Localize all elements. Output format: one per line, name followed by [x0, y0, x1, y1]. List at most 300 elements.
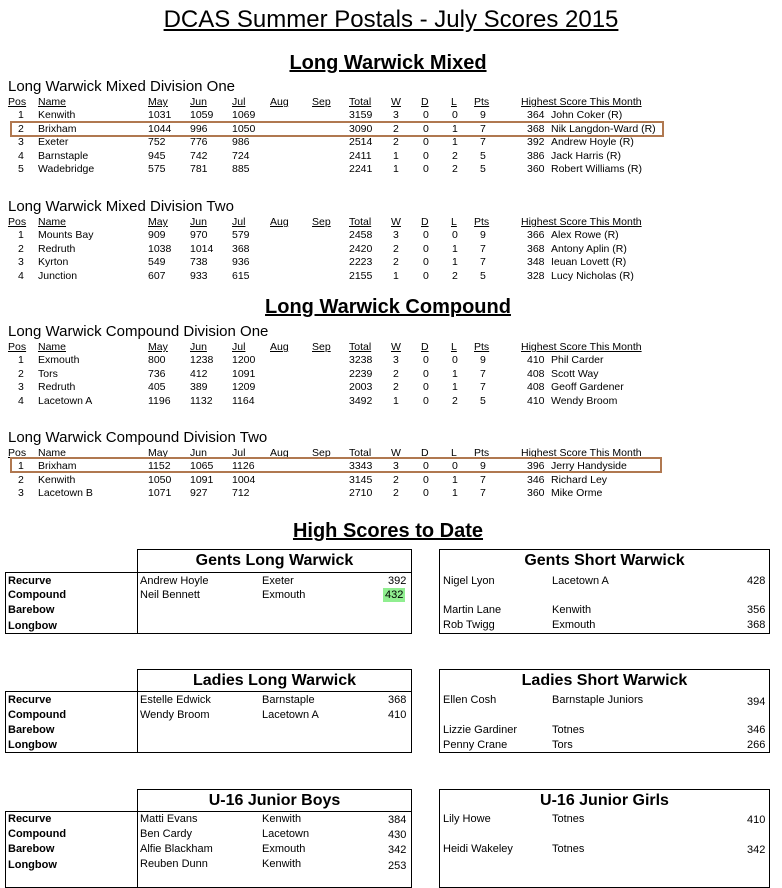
- table-cell: 5: [18, 163, 24, 175]
- gents-short-name: Rob Twigg: [443, 619, 495, 631]
- u16-boys-score: 384: [388, 814, 407, 826]
- table-cell: 0: [452, 354, 458, 366]
- column-header: Total: [349, 216, 372, 228]
- table-cell: 1: [452, 242, 458, 255]
- table-row: [0, 270, 782, 283]
- column-header: Aug: [270, 447, 289, 459]
- gents-short-title: Gents Short Warwick: [524, 552, 685, 569]
- table-cell: 996: [190, 122, 208, 135]
- table-cell: 1065: [190, 460, 214, 472]
- label-recurve: Recurve: [8, 575, 52, 587]
- table-cell: 1071: [148, 487, 172, 499]
- u16-boys-club: Lacetown: [262, 828, 310, 840]
- table-cell: 3: [18, 381, 24, 393]
- column-header: Jul: [232, 96, 246, 108]
- table-cell: 2003: [349, 381, 373, 393]
- table-cell: Barnstaple: [38, 149, 89, 162]
- gents-short-name: Nigel Lyon: [443, 575, 495, 587]
- table-cell: Lucy Nicholas (R): [551, 269, 634, 282]
- table-cell: 9: [480, 229, 486, 241]
- table-cell: Lacetown A: [38, 394, 93, 407]
- table-cell: 0: [423, 460, 429, 472]
- gents-long-score-highlight: 432: [385, 589, 404, 601]
- u16-boys-title: U-16 Junior Boys: [208, 792, 341, 809]
- table-cell: Mike Orme: [551, 487, 603, 499]
- column-header: May: [148, 341, 168, 353]
- column-header: May: [148, 447, 168, 459]
- table-cell: 0: [452, 229, 458, 241]
- table-cell: Antony Aplin (R): [551, 242, 627, 255]
- gents-long-score: 392: [388, 575, 407, 587]
- table-cell: 1091: [190, 473, 214, 486]
- ladies-short-name: Lizzie Gardiner: [443, 724, 517, 736]
- table-cell: 2514: [349, 136, 373, 148]
- table-cell: 7: [480, 256, 486, 268]
- table-cell: 615: [232, 269, 250, 282]
- table-cell: 0: [423, 256, 429, 268]
- table-cell: 346: [527, 473, 545, 486]
- column-header: Name: [38, 96, 67, 108]
- table-cell: 781: [190, 163, 208, 175]
- column-header: Jun: [190, 96, 207, 108]
- column-header: Sep: [312, 447, 331, 459]
- label-longbow: Longbow: [8, 620, 57, 632]
- table-cell: 0: [423, 163, 429, 175]
- table-cell: 2: [393, 473, 399, 486]
- table-cell: 9: [480, 354, 486, 366]
- column-header: Total: [349, 447, 372, 459]
- column-header: Jun: [190, 341, 207, 353]
- column-header: Jun: [190, 447, 207, 459]
- table-cell: 933: [190, 269, 208, 282]
- ladies-short-score: 394: [747, 696, 766, 708]
- u16-boys-score: 430: [388, 829, 407, 841]
- table-cell: 364: [527, 109, 545, 121]
- table-cell: 2: [393, 242, 399, 255]
- table-cell: 1200: [232, 354, 256, 366]
- gents-short-club: Lacetown A: [552, 575, 609, 587]
- table-cell: 368: [527, 122, 545, 135]
- column-header: Highest Score This Month: [521, 341, 642, 353]
- gents-short-club: Exmouth: [552, 619, 596, 631]
- table-cell: 408: [527, 367, 545, 380]
- table-cell: 7: [480, 136, 486, 148]
- section-title-compound: Long Warwick Compound: [265, 296, 511, 318]
- table-cell: 1: [452, 136, 458, 148]
- u16-boys-club: Kenwith: [262, 813, 302, 825]
- table-cell: 1: [393, 149, 399, 162]
- table-cell: 0: [423, 381, 429, 393]
- column-header: Total: [349, 96, 372, 108]
- table-cell: 1164: [232, 394, 255, 407]
- table-cell: Junction: [38, 269, 78, 282]
- gents-long-club: Exeter: [262, 575, 294, 587]
- ladies-short-name: Ellen Cosh: [443, 694, 497, 706]
- table-cell: 328: [527, 269, 545, 282]
- table-cell: 1044: [148, 122, 172, 135]
- table-cell: 3145: [349, 473, 373, 486]
- table-cell: 3159: [349, 109, 373, 121]
- table-cell: 1014: [190, 242, 214, 255]
- table-cell: 885: [232, 163, 250, 175]
- u16-boys-score: 253: [388, 860, 407, 872]
- ladies-short-score: 346: [747, 724, 766, 736]
- table-cell: 2: [393, 122, 399, 135]
- ladies-long-name: Wendy Broom: [140, 709, 210, 721]
- table-cell: Jerry Handyside: [551, 460, 627, 472]
- column-header: Pos: [8, 216, 27, 228]
- table-cell: Geoff Gardener: [551, 381, 624, 393]
- table-cell: 549: [148, 256, 166, 268]
- gents-long-name: Andrew Hoyle: [140, 575, 209, 587]
- gents-short-score: 368: [747, 619, 766, 631]
- table-row: [0, 474, 782, 487]
- table-cell: Ieuan Lovett (R): [551, 256, 627, 268]
- label-barebow: Barebow: [8, 604, 55, 616]
- column-header: Highest Score This Month: [521, 447, 642, 459]
- table-cell: 2239: [349, 367, 373, 380]
- table-cell: 348: [527, 256, 545, 268]
- table-cell: 7: [480, 381, 486, 393]
- ladies-short-club: Totnes: [552, 724, 585, 736]
- table-cell: 1038: [148, 242, 172, 255]
- table-cell: 0: [423, 367, 429, 380]
- table-row: [0, 395, 782, 408]
- label-recurve: Recurve: [8, 813, 52, 825]
- ladies-long-club: Lacetown A: [262, 709, 319, 721]
- column-header: Highest Score This Month: [521, 216, 642, 228]
- ladies-short-club: Tors: [552, 739, 573, 751]
- table-cell: Mounts Bay: [38, 229, 94, 241]
- table-cell: 1069: [232, 109, 256, 121]
- table-cell: 360: [527, 163, 545, 175]
- division-title: Long Warwick Mixed Division One: [8, 78, 236, 95]
- table-cell: Redruth: [38, 242, 76, 255]
- table-cell: 986: [232, 136, 250, 148]
- table-cell: 7: [480, 242, 486, 255]
- table-cell: 1: [393, 394, 399, 407]
- column-header: Pts: [474, 216, 490, 228]
- table-cell: 1: [18, 460, 24, 472]
- table-cell: Alex Rowe (R): [551, 229, 619, 241]
- ladies-long-score: 368: [388, 694, 407, 706]
- table-cell: Andrew Hoyle (R): [551, 136, 634, 148]
- table-cell: 3: [18, 136, 24, 148]
- division-title: Long Warwick Mixed Division Two: [8, 198, 234, 215]
- table-row: [0, 163, 782, 176]
- table-cell: 4: [18, 394, 24, 407]
- table-cell: Robert Williams (R): [551, 163, 643, 175]
- table-cell: 1: [452, 256, 458, 268]
- division-title: Long Warwick Compound Division One: [8, 323, 269, 340]
- table-cell: 5: [480, 163, 486, 175]
- u16-girls-title: U-16 Junior Girls: [540, 792, 669, 809]
- table-cell: Tors: [38, 367, 58, 380]
- section-title-high-scores: High Scores to Date: [292, 520, 484, 542]
- label-longbow: Longbow: [8, 739, 57, 751]
- u16-boys-name: Matti Evans: [140, 813, 198, 825]
- table-cell: 936: [232, 256, 250, 268]
- table-cell: Redruth: [38, 381, 76, 393]
- table-cell: 368: [527, 242, 545, 255]
- highlight-brixham-compound: [10, 457, 662, 473]
- table-cell: 7: [480, 367, 486, 380]
- column-header: May: [148, 216, 168, 228]
- table-cell: 410: [527, 354, 545, 366]
- ladies-short-score: 266: [747, 739, 766, 751]
- table-cell: 3090: [349, 122, 373, 135]
- table-row: [0, 354, 782, 367]
- table-cell: 392: [527, 136, 545, 148]
- table-cell: Jack Harris (R): [551, 149, 621, 162]
- table-cell: 9: [480, 109, 486, 121]
- column-header: Pts: [474, 447, 490, 459]
- table-cell: 4: [18, 149, 24, 162]
- table-cell: 7: [480, 487, 486, 499]
- table-cell: 0: [423, 242, 429, 255]
- column-header: Jun: [190, 216, 207, 228]
- table-cell: 7: [480, 122, 486, 135]
- table-cell: Richard Ley: [551, 473, 608, 486]
- table-cell: 3: [393, 354, 399, 366]
- table-cell: 1: [18, 354, 24, 366]
- label-compound: Compound: [8, 589, 67, 601]
- table-cell: 1004: [232, 473, 256, 486]
- table-cell: 2: [18, 242, 24, 255]
- table-cell: 2420: [349, 242, 373, 255]
- column-header: D: [421, 341, 429, 353]
- table-cell: 2: [452, 269, 458, 282]
- table-cell: 2: [452, 149, 458, 162]
- table-header-row: [0, 96, 782, 109]
- table-cell: Phil Carder: [551, 354, 604, 366]
- table-cell: Exeter: [38, 136, 69, 148]
- table-cell: 1126: [232, 460, 255, 472]
- table-cell: 0: [423, 229, 429, 241]
- table-cell: 1: [452, 487, 458, 499]
- gents-short-club: Kenwith: [552, 604, 592, 616]
- table-cell: 3: [393, 229, 399, 241]
- table-header-row: [0, 216, 782, 229]
- u16-girls-name: Heidi Wakeley: [443, 843, 513, 855]
- table-cell: 2458: [349, 229, 373, 241]
- table-cell: 389: [190, 381, 208, 393]
- u16-girls-score: 410: [747, 814, 766, 826]
- page-title: DCAS Summer Postals - July Scores 2015: [163, 6, 619, 33]
- column-header: Jul: [232, 216, 246, 228]
- table-cell: 2: [393, 487, 399, 499]
- gents-short-name: Martin Lane: [443, 604, 502, 616]
- column-header: May: [148, 96, 168, 108]
- table-cell: 2: [452, 163, 458, 175]
- column-header: L: [451, 96, 457, 108]
- table-cell: 366: [527, 229, 545, 241]
- column-header: W: [391, 96, 401, 108]
- column-header: Aug: [270, 216, 289, 228]
- column-header: D: [421, 96, 429, 108]
- gents-short-score: 356: [747, 604, 766, 616]
- label-compound: Compound: [8, 828, 67, 840]
- table-cell: Kenwith: [38, 109, 76, 121]
- table-cell: Brixham: [38, 122, 77, 135]
- label-barebow: Barebow: [8, 843, 55, 855]
- column-header: Total: [349, 341, 372, 353]
- table-cell: Kenwith: [38, 473, 76, 486]
- table-cell: 0: [423, 109, 429, 121]
- u16-boys-club: Exmouth: [262, 843, 306, 855]
- table-cell: 1: [452, 381, 458, 393]
- column-header: Sep: [312, 216, 331, 228]
- column-header: Aug: [270, 96, 289, 108]
- table-cell: 5: [480, 269, 486, 282]
- table-cell: 2: [18, 367, 24, 380]
- table-cell: 1050: [148, 473, 172, 486]
- label-longbow: Longbow: [8, 859, 57, 871]
- table-cell: 607: [148, 269, 166, 282]
- table-cell: John Coker (R): [551, 109, 623, 121]
- u16-boys-club: Kenwith: [262, 858, 302, 870]
- table-cell: 945: [148, 149, 166, 162]
- column-header: Pos: [8, 447, 27, 459]
- u16-boys-name: Alfie Blackham: [140, 843, 213, 855]
- table-cell: 1: [452, 473, 458, 486]
- table-cell: 386: [527, 149, 545, 162]
- table-cell: 0: [423, 473, 429, 486]
- table-cell: 1: [18, 109, 24, 121]
- gents-long-name: Neil Bennett: [140, 589, 200, 601]
- table-cell: 2710: [349, 487, 373, 499]
- table-cell: 712: [232, 487, 250, 499]
- table-cell: Wadebridge: [38, 163, 95, 175]
- section-title-mixed: Long Warwick Mixed: [289, 52, 487, 74]
- gents-long-title: Gents Long Warwick: [195, 552, 354, 569]
- column-header: D: [421, 447, 429, 459]
- column-header: Name: [38, 216, 67, 228]
- table-row: [0, 243, 782, 256]
- table-cell: 1238: [190, 354, 214, 366]
- table-cell: 1152: [148, 460, 171, 472]
- table-cell: 1059: [190, 109, 214, 121]
- u16-boys-name: Reuben Dunn: [140, 858, 208, 870]
- table-cell: 1209: [232, 381, 256, 393]
- table-cell: 412: [190, 367, 208, 380]
- table-row: [0, 487, 782, 500]
- ladies-short-title: Ladies Short Warwick: [521, 672, 688, 689]
- table-cell: 3343: [349, 460, 373, 472]
- division-title: Long Warwick Compound Division Two: [8, 429, 268, 446]
- table-row: [0, 381, 782, 394]
- table-cell: 2: [393, 256, 399, 268]
- label-compound: Compound: [8, 709, 67, 721]
- gents-long-club: Exmouth: [262, 589, 306, 601]
- table-cell: 1031: [148, 109, 172, 121]
- table-cell: 736: [148, 367, 166, 380]
- table-cell: 405: [148, 381, 166, 393]
- table-cell: 1132: [190, 394, 213, 407]
- column-header: L: [451, 216, 457, 228]
- u16-girls-name: Lily Howe: [443, 813, 491, 825]
- table-cell: 742: [190, 149, 208, 162]
- column-header: W: [391, 341, 401, 353]
- ladies-short-club: Barnstaple Juniors: [552, 694, 644, 706]
- table-row: [0, 256, 782, 269]
- column-header: Sep: [312, 341, 331, 353]
- label-barebow: Barebow: [8, 724, 55, 736]
- table-cell: 360: [527, 487, 545, 499]
- table-cell: 0: [423, 149, 429, 162]
- column-header: Sep: [312, 96, 331, 108]
- column-header: Pts: [474, 341, 490, 353]
- table-cell: Scott Way: [551, 367, 599, 380]
- table-cell: 776: [190, 136, 208, 148]
- gents-short-score: 428: [747, 575, 766, 587]
- table-cell: 1: [18, 229, 24, 241]
- table-cell: 2: [393, 367, 399, 380]
- ladies-long-score: 410: [388, 709, 407, 721]
- table-cell: 2: [393, 381, 399, 393]
- column-header: W: [391, 216, 401, 228]
- u16-boys-name: Ben Cardy: [140, 828, 192, 840]
- table-cell: 0: [423, 122, 429, 135]
- table-cell: 2155: [349, 269, 373, 282]
- column-header: W: [391, 447, 401, 459]
- table-row: [0, 150, 782, 163]
- u16-girls-club: Totnes: [552, 843, 585, 855]
- u16-boys-score: 342: [388, 844, 407, 856]
- table-cell: 1: [452, 122, 458, 135]
- table-cell: 0: [423, 269, 429, 282]
- table-cell: 0: [423, 354, 429, 366]
- table-cell: 724: [232, 149, 250, 162]
- table-cell: 9: [480, 460, 486, 472]
- table-cell: 970: [190, 229, 208, 241]
- ladies-long-title: Ladies Long Warwick: [193, 672, 356, 689]
- column-header: Jul: [232, 447, 246, 459]
- table-cell: 396: [527, 460, 545, 472]
- table-cell: 1: [452, 367, 458, 380]
- column-header: Pts: [474, 96, 490, 108]
- table-cell: 408: [527, 381, 545, 393]
- column-header: Pos: [8, 96, 27, 108]
- table-cell: 738: [190, 256, 208, 268]
- column-header: Highest Score This Month: [521, 96, 642, 108]
- table-cell: 579: [232, 229, 250, 241]
- table-cell: 368: [232, 242, 250, 255]
- table-cell: 2411: [349, 149, 372, 162]
- column-header: Aug: [270, 341, 289, 353]
- table-cell: 1091: [232, 367, 256, 380]
- ladies-long-name: Estelle Edwick: [140, 694, 211, 706]
- table-cell: 0: [423, 394, 429, 407]
- table-row: [0, 136, 782, 149]
- table-cell: 5: [480, 394, 486, 407]
- table-cell: 0: [423, 136, 429, 148]
- table-cell: 2: [18, 473, 24, 486]
- column-header: L: [451, 341, 457, 353]
- table-cell: 3: [393, 109, 399, 121]
- table-cell: Nik Langdon-Ward (R): [551, 122, 656, 135]
- table-cell: 3: [18, 487, 24, 499]
- table-cell: 575: [148, 163, 166, 175]
- column-header: Name: [38, 341, 67, 353]
- column-header: Name: [38, 447, 67, 459]
- table-cell: 3: [393, 460, 399, 472]
- column-header: D: [421, 216, 429, 228]
- label-recurve: Recurve: [8, 694, 52, 706]
- table-cell: 800: [148, 354, 166, 366]
- table-header-row: [0, 341, 782, 354]
- table-cell: 1196: [148, 394, 171, 407]
